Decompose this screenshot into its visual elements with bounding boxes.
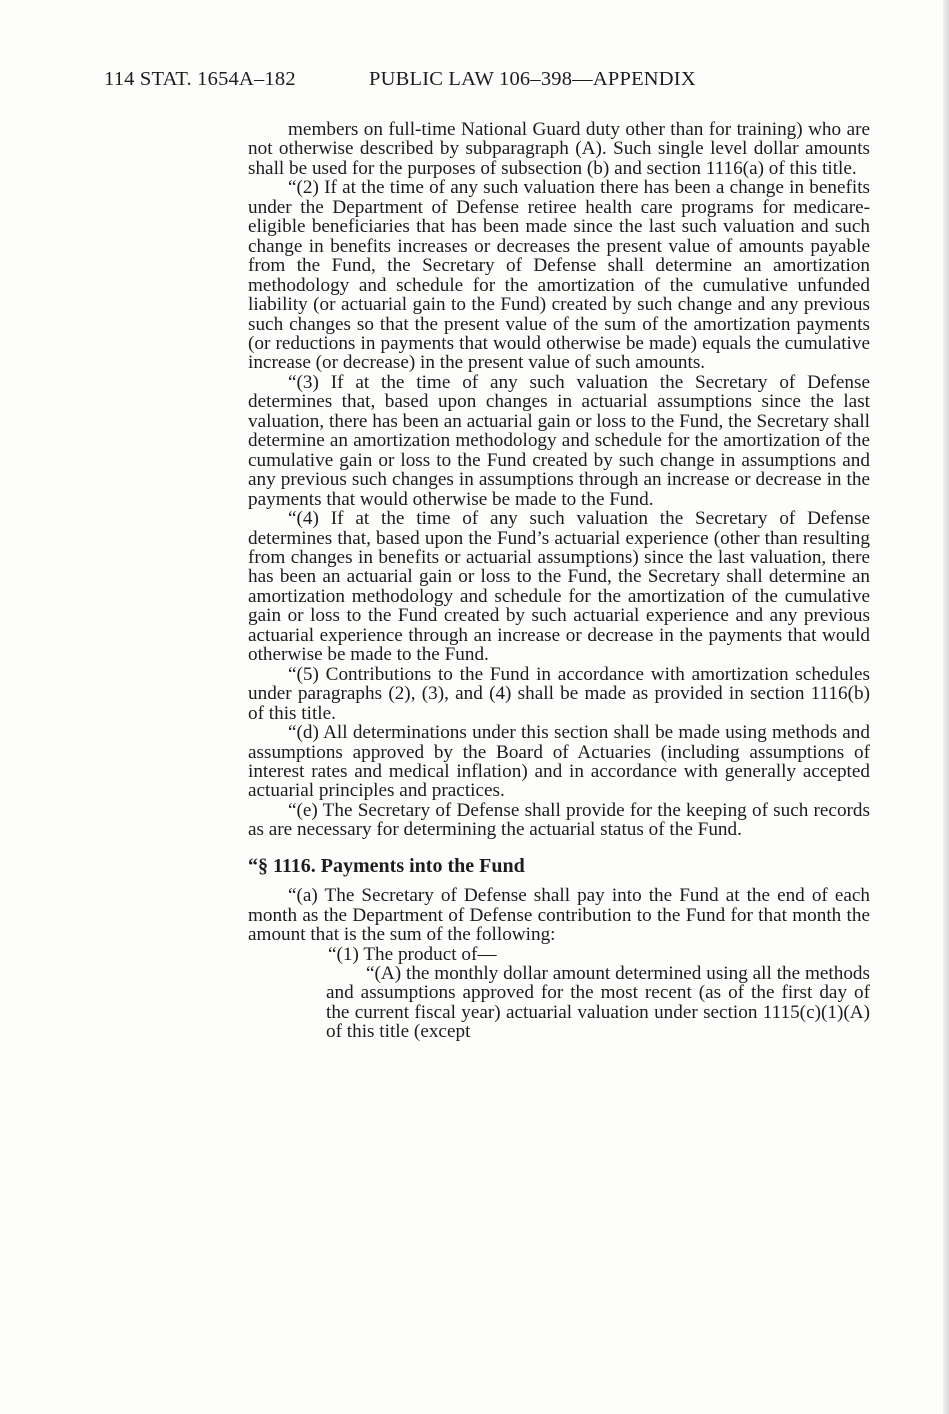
subsection-a: “(a) The Secretary of Defense shall pay into the Fund at the end of each month as the Department of Defense contribution to the Fund for that month the amount that is the sum of the following: [248, 885, 870, 946]
running-header [104, 68, 696, 91]
body-text [248, 120, 870, 1042]
paragraph-1: “(1) The product of— [328, 943, 497, 965]
subparagraph-A: “(A) the monthly dollar amount determined using all the methods and assumptions approved for the most recent (as of the first day of the current fiscal year) actuarial valuation under section 1115(c)(1)(A) of this title (except [326, 963, 870, 1043]
law-title: PUBLIC LAW 106–398—APPENDIX [369, 68, 696, 90]
paragraph-continued: members on full-time National Guard duty other than for training) who are not otherwise described by subparagraph (A). Such single level dollar amounts shall be used for the purposes of subsection (b) and section 1116(a) of this title. [248, 119, 870, 179]
paragraph-2: “(2) If at the time of any such valuation there has been a change in benefits under the Department of Defense retiree health care programs for medicare-eligible beneficiaries that has been made since the last such valuation and such change in benefits increases or decreases the present value of amounts payable from the Fund, the Secretary of Defense shall determine an amortization methodology and schedule for the amortization of the cumulative unfunded liability (or actuarial gain to the Fund) created by such change and any previous such changes so that the present value of the sum of the amortization payments (or reductions in payments that would otherwise be made) equals the cumulative increase (or decrease) in the present value of such amounts. [248, 177, 870, 374]
page-edge [943, 0, 949, 1414]
section-heading: “§ 1116. Payments into the Fund [248, 854, 525, 877]
paragraph-4: “(4) If at the time of any such valuation the Secretary of Defense determines that, based upon the Fund’s actuarial experience (other than resulting from changes in benefits or actuarial assumptions) since the last valuation, there has been an actuarial gain or loss to the Fund, the Secretary shall determine an amortization methodology and schedule for the amortization of the cumulative gain or loss to the Fund created by such actuarial experience and any previous actuarial experience through an increase or decrease in the payments that would otherwise be made to the Fund. [248, 508, 870, 666]
paragraph-5: “(5) Contributions to the Fund in accordance with amortization schedules under paragraphs (2), (3), and (4) shall be made as provided in section 1116(b) of this title. [248, 663, 870, 724]
paragraph-3: “(3) If at the time of any such valuation the Secretary of Defense determines that, based upon changes in actuarial assumptions since the last valuation, there has been an actuarial gain or loss to the Fund, the Secretary shall determine an amortization methodology and schedule for the amortization of the cumulative gain or loss to the Fund created by such change in assumptions and any previous such changes in assumptions through an increase or decrease in the payments that would otherwise be made to the Fund. [248, 371, 870, 510]
subsection-d: “(d) All determinations under this section shall be made using methods and assumptions approved by the Board of Actuaries (including assumptions of interest rates and medical inflation) and in accordance with generally accepted actuarial principles and practices. [248, 722, 870, 802]
subsection-e: “(e) The Secretary of Defense shall provide for the keeping of such records as are necessary for determining the actuarial status of the Fund. [248, 799, 870, 841]
stat-reference: 114 STAT. 1654A–182 [104, 68, 296, 90]
